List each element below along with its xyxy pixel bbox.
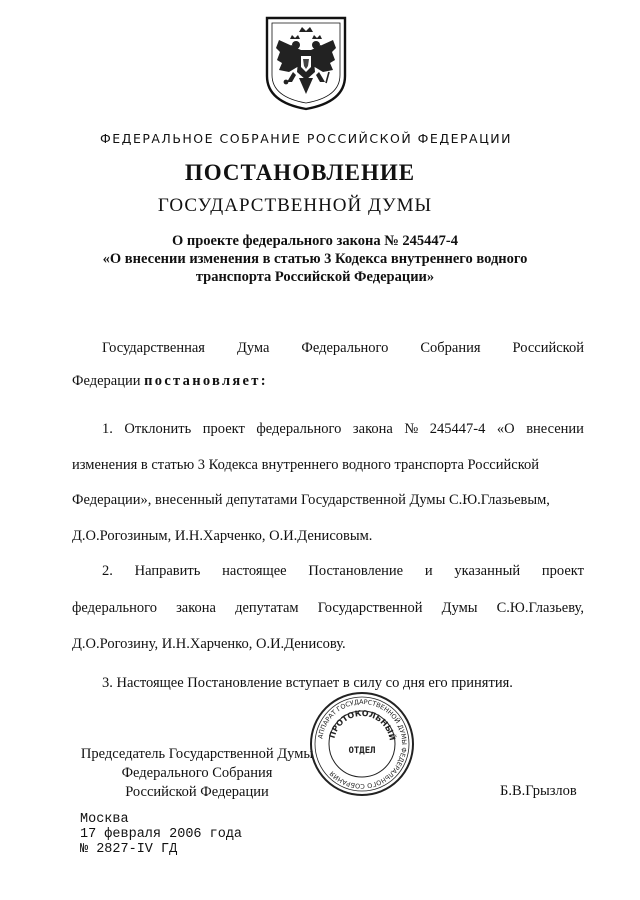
text-line: Федерации», внесенный депутатами Государственной Думы С.Ю.Глазьевым, [72,492,550,508]
city: Москва [80,812,129,827]
word: 2. [102,563,113,579]
word: Думы [441,600,478,616]
text-line [72,563,584,580]
word: федерального [72,600,157,616]
word: Собрания [420,340,481,356]
word: Федерации [72,373,141,389]
text-line [72,600,584,617]
date: 17 февраля 2006 года [80,827,243,842]
word: Направить [134,563,201,579]
document-number: № 2827-IV ГД [80,842,178,857]
word: Федерального [301,340,389,356]
svg-text:АППАРАТ ГОСУДАРСТВЕННОЙ ДУМЫ Ф: АППАРАТ ГОСУДАРСТВЕННОЙ ДУМЫ ФЕДЕРАЛЬНОГО СОБРАНИЯ [316,697,409,791]
word: закона [176,600,216,616]
bill-subject-line: «О внесении изменения в статью 3 Кодекса внутреннего водного [102,251,528,267]
text-line [72,340,584,357]
signatory-title [72,745,322,802]
word: Государственная [102,340,205,356]
assembly-heading: ФЕДЕРАЛЬНОЕ СОБРАНИЕ РОССИЙСКОЙ ФЕДЕРАЦИИ [100,131,512,146]
document-meta [80,812,242,857]
word: № [404,421,419,437]
document-title: ПОСТАНОВЛЕНИЕ [184,160,416,185]
russian-emblem-icon [263,14,349,112]
text-line: 3. Настоящее Постановление вступает в силу со дня его принятия. [102,675,513,691]
word: настоящее [222,563,287,579]
word: закона [352,421,393,437]
word: Российской [512,340,584,356]
intro-paragraph [72,340,584,390]
text-line [72,421,584,438]
svg-text:ПРОТОКОЛЬНЫЙ: ПРОТОКОЛЬНЫЙ [327,708,397,742]
signatory-line: Российской Федерации [125,784,269,800]
bill-subject [80,232,550,286]
word: 245447-4 [429,421,486,437]
item-2-paragraph [72,563,584,652]
word: внесении [526,421,584,437]
signatory-name: Б.В.Грызлов [500,783,577,799]
word: и [424,563,433,579]
word: указанный [454,563,521,579]
word: проект [541,563,584,579]
text-line: Д.О.Рогозиным, И.Н.Харченко, О.И.Денисовым. [72,528,373,544]
word: «О [496,421,515,437]
decree-verb: постановляет: [144,373,268,389]
word: федерального [256,421,342,437]
signatory-line: Председатель Государственной Думы [80,746,314,762]
round-seal-stamp-icon [308,690,416,798]
word: Государственной [317,600,423,616]
bill-subject-line: О проекте федерального закона № 245447-4 [171,233,459,249]
text-line: Д.О.Рогозину, И.Н.Харченко, О.И.Денисову. [72,636,346,652]
word: Дума [236,340,270,356]
text-line: изменения в статью 3 Кодекса внутреннего водного транспорта Российской [72,457,540,473]
word: депутатам [235,600,299,616]
word: С.Ю.Глазьеву, [496,600,584,616]
svg-text:ОТДЕЛ: ОТДЕЛ [348,746,376,756]
word: Отклонить [124,421,192,437]
bill-subject-line: транспорта Российской Федерации» [195,269,435,285]
word: 1. [102,421,113,437]
text-line [72,373,584,390]
word: Постановление [308,563,404,579]
word: проект [202,421,245,437]
signatory-line: Федерального Собрания [121,765,273,781]
document-subtitle: ГОСУДАРСТВЕННОЙ ДУМЫ [157,195,433,216]
item-1-paragraph [72,421,584,544]
